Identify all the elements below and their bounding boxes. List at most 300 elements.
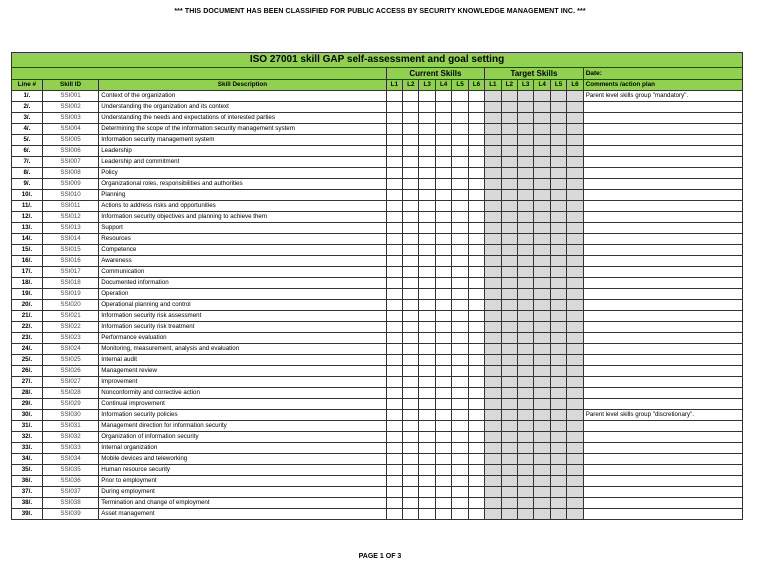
current-skill-level-cell[interactable] (468, 311, 484, 322)
target-skill-level-cell[interactable] (501, 377, 517, 388)
target-skill-level-cell[interactable] (518, 421, 534, 432)
current-skill-level-cell[interactable] (435, 388, 451, 399)
current-skill-level-cell[interactable] (452, 366, 468, 377)
target-skill-level-cell[interactable] (534, 267, 550, 278)
target-skill-level-cell[interactable] (501, 311, 517, 322)
current-skill-level-cell[interactable] (468, 476, 484, 487)
target-skill-level-cell[interactable] (534, 344, 550, 355)
current-skill-level-cell[interactable] (386, 234, 402, 245)
target-skill-level-cell[interactable] (550, 245, 566, 256)
comments-cell[interactable]: Parent level skills group "discretionary". (583, 410, 742, 421)
current-skill-level-cell[interactable] (468, 190, 484, 201)
current-skill-level-cell[interactable] (452, 113, 468, 124)
target-skill-level-cell[interactable] (567, 498, 583, 509)
target-skill-level-cell[interactable] (567, 267, 583, 278)
target-skill-level-cell[interactable] (534, 113, 550, 124)
current-skill-level-cell[interactable] (452, 245, 468, 256)
current-skill-level-cell[interactable] (386, 91, 402, 102)
comments-cell[interactable] (583, 223, 742, 234)
comments-cell[interactable] (583, 124, 742, 135)
current-skill-level-cell[interactable] (403, 388, 419, 399)
target-skill-level-cell[interactable] (567, 487, 583, 498)
current-skill-level-cell[interactable] (435, 256, 451, 267)
current-skill-level-cell[interactable] (403, 300, 419, 311)
target-skill-level-cell[interactable] (550, 278, 566, 289)
current-skill-level-cell[interactable] (468, 223, 484, 234)
current-skill-level-cell[interactable] (452, 168, 468, 179)
target-skill-level-cell[interactable] (518, 135, 534, 146)
current-skill-level-cell[interactable] (435, 344, 451, 355)
target-skill-level-cell[interactable] (534, 168, 550, 179)
current-skill-level-cell[interactable] (468, 366, 484, 377)
current-skill-level-cell[interactable] (386, 278, 402, 289)
current-skill-level-cell[interactable] (468, 443, 484, 454)
current-skill-level-cell[interactable] (435, 135, 451, 146)
target-skill-level-cell[interactable] (501, 300, 517, 311)
target-skill-level-cell[interactable] (567, 201, 583, 212)
current-skill-level-cell[interactable] (468, 278, 484, 289)
current-skill-level-cell[interactable] (419, 278, 435, 289)
comments-cell[interactable] (583, 509, 742, 520)
current-skill-level-cell[interactable] (386, 256, 402, 267)
comments-cell[interactable] (583, 377, 742, 388)
target-skill-level-cell[interactable] (501, 366, 517, 377)
current-skill-level-cell[interactable] (403, 91, 419, 102)
current-skill-level-cell[interactable] (403, 135, 419, 146)
current-skill-level-cell[interactable] (435, 102, 451, 113)
current-skill-level-cell[interactable] (419, 124, 435, 135)
current-skill-level-cell[interactable] (435, 91, 451, 102)
current-skill-level-cell[interactable] (468, 124, 484, 135)
comments-cell[interactable] (583, 476, 742, 487)
current-skill-level-cell[interactable] (403, 465, 419, 476)
target-skill-level-cell[interactable] (501, 443, 517, 454)
target-skill-level-cell[interactable] (550, 465, 566, 476)
current-skill-level-cell[interactable] (452, 509, 468, 520)
target-skill-level-cell[interactable] (567, 432, 583, 443)
current-skill-level-cell[interactable] (452, 311, 468, 322)
target-skill-level-cell[interactable] (550, 234, 566, 245)
target-skill-level-cell[interactable] (567, 245, 583, 256)
target-skill-level-cell[interactable] (501, 168, 517, 179)
current-skill-level-cell[interactable] (452, 179, 468, 190)
current-skill-level-cell[interactable] (419, 454, 435, 465)
target-skill-level-cell[interactable] (550, 421, 566, 432)
target-skill-level-cell[interactable] (501, 322, 517, 333)
current-skill-level-cell[interactable] (468, 212, 484, 223)
target-skill-level-cell[interactable] (567, 300, 583, 311)
current-skill-level-cell[interactable] (403, 432, 419, 443)
target-skill-level-cell[interactable] (567, 278, 583, 289)
current-skill-level-cell[interactable] (403, 190, 419, 201)
current-skill-level-cell[interactable] (452, 146, 468, 157)
target-skill-level-cell[interactable] (518, 487, 534, 498)
current-skill-level-cell[interactable] (468, 267, 484, 278)
target-skill-level-cell[interactable] (534, 476, 550, 487)
target-skill-level-cell[interactable] (485, 344, 501, 355)
current-skill-level-cell[interactable] (419, 234, 435, 245)
target-skill-level-cell[interactable] (534, 190, 550, 201)
current-skill-level-cell[interactable] (386, 454, 402, 465)
current-skill-level-cell[interactable] (452, 476, 468, 487)
target-skill-level-cell[interactable] (485, 454, 501, 465)
current-skill-level-cell[interactable] (403, 355, 419, 366)
current-skill-level-cell[interactable] (468, 201, 484, 212)
target-skill-level-cell[interactable] (485, 102, 501, 113)
current-skill-level-cell[interactable] (452, 234, 468, 245)
current-skill-level-cell[interactable] (468, 388, 484, 399)
target-skill-level-cell[interactable] (550, 168, 566, 179)
comments-cell[interactable] (583, 300, 742, 311)
target-skill-level-cell[interactable] (501, 190, 517, 201)
current-skill-level-cell[interactable] (468, 344, 484, 355)
current-skill-level-cell[interactable] (435, 157, 451, 168)
target-skill-level-cell[interactable] (485, 487, 501, 498)
current-skill-level-cell[interactable] (419, 91, 435, 102)
current-skill-level-cell[interactable] (435, 487, 451, 498)
current-skill-level-cell[interactable] (468, 113, 484, 124)
target-skill-level-cell[interactable] (485, 465, 501, 476)
target-skill-level-cell[interactable] (550, 355, 566, 366)
current-skill-level-cell[interactable] (419, 366, 435, 377)
current-skill-level-cell[interactable] (419, 289, 435, 300)
target-skill-level-cell[interactable] (567, 256, 583, 267)
current-skill-level-cell[interactable] (403, 212, 419, 223)
current-skill-level-cell[interactable] (435, 311, 451, 322)
current-skill-level-cell[interactable] (386, 135, 402, 146)
comments-cell[interactable] (583, 344, 742, 355)
target-skill-level-cell[interactable] (550, 322, 566, 333)
comments-cell[interactable] (583, 311, 742, 322)
comments-cell[interactable] (583, 432, 742, 443)
target-skill-level-cell[interactable] (550, 377, 566, 388)
target-skill-level-cell[interactable] (501, 102, 517, 113)
target-skill-level-cell[interactable] (518, 355, 534, 366)
current-skill-level-cell[interactable] (386, 201, 402, 212)
current-skill-level-cell[interactable] (419, 212, 435, 223)
comments-cell[interactable]: Parent level skills group "mandatory". (583, 91, 742, 102)
target-skill-level-cell[interactable] (567, 124, 583, 135)
current-skill-level-cell[interactable] (403, 267, 419, 278)
target-skill-level-cell[interactable] (501, 454, 517, 465)
target-skill-level-cell[interactable] (567, 113, 583, 124)
target-skill-level-cell[interactable] (518, 333, 534, 344)
target-skill-level-cell[interactable] (550, 487, 566, 498)
target-skill-level-cell[interactable] (518, 256, 534, 267)
target-skill-level-cell[interactable] (518, 399, 534, 410)
target-skill-level-cell[interactable] (550, 113, 566, 124)
target-skill-level-cell[interactable] (534, 201, 550, 212)
current-skill-level-cell[interactable] (386, 146, 402, 157)
comments-cell[interactable] (583, 168, 742, 179)
current-skill-level-cell[interactable] (386, 300, 402, 311)
target-skill-level-cell[interactable] (518, 388, 534, 399)
current-skill-level-cell[interactable] (386, 366, 402, 377)
current-skill-level-cell[interactable] (468, 256, 484, 267)
current-skill-level-cell[interactable] (468, 146, 484, 157)
current-skill-level-cell[interactable] (452, 201, 468, 212)
current-skill-level-cell[interactable] (419, 267, 435, 278)
current-skill-level-cell[interactable] (452, 124, 468, 135)
target-skill-level-cell[interactable] (518, 498, 534, 509)
target-skill-level-cell[interactable] (567, 388, 583, 399)
target-skill-level-cell[interactable] (534, 498, 550, 509)
current-skill-level-cell[interactable] (452, 399, 468, 410)
comments-cell[interactable] (583, 113, 742, 124)
current-skill-level-cell[interactable] (403, 168, 419, 179)
current-skill-level-cell[interactable] (386, 179, 402, 190)
target-skill-level-cell[interactable] (501, 344, 517, 355)
target-skill-level-cell[interactable] (501, 289, 517, 300)
target-skill-level-cell[interactable] (550, 124, 566, 135)
current-skill-level-cell[interactable] (452, 212, 468, 223)
target-skill-level-cell[interactable] (501, 267, 517, 278)
comments-cell[interactable] (583, 278, 742, 289)
target-skill-level-cell[interactable] (550, 432, 566, 443)
current-skill-level-cell[interactable] (435, 432, 451, 443)
target-skill-level-cell[interactable] (550, 190, 566, 201)
target-skill-level-cell[interactable] (550, 399, 566, 410)
current-skill-level-cell[interactable] (386, 355, 402, 366)
target-skill-level-cell[interactable] (534, 487, 550, 498)
current-skill-level-cell[interactable] (468, 498, 484, 509)
target-skill-level-cell[interactable] (518, 190, 534, 201)
current-skill-level-cell[interactable] (403, 410, 419, 421)
current-skill-level-cell[interactable] (403, 201, 419, 212)
current-skill-level-cell[interactable] (403, 443, 419, 454)
current-skill-level-cell[interactable] (452, 465, 468, 476)
target-skill-level-cell[interactable] (485, 245, 501, 256)
current-skill-level-cell[interactable] (468, 234, 484, 245)
current-skill-level-cell[interactable] (468, 179, 484, 190)
target-skill-level-cell[interactable] (518, 278, 534, 289)
target-skill-level-cell[interactable] (550, 256, 566, 267)
current-skill-level-cell[interactable] (403, 498, 419, 509)
target-skill-level-cell[interactable] (550, 498, 566, 509)
target-skill-level-cell[interactable] (567, 377, 583, 388)
target-skill-level-cell[interactable] (485, 311, 501, 322)
current-skill-level-cell[interactable] (403, 179, 419, 190)
target-skill-level-cell[interactable] (518, 223, 534, 234)
target-skill-level-cell[interactable] (534, 278, 550, 289)
target-skill-level-cell[interactable] (567, 212, 583, 223)
comments-cell[interactable] (583, 399, 742, 410)
target-skill-level-cell[interactable] (534, 377, 550, 388)
target-skill-level-cell[interactable] (485, 267, 501, 278)
target-skill-level-cell[interactable] (501, 212, 517, 223)
comments-cell[interactable] (583, 135, 742, 146)
target-skill-level-cell[interactable] (501, 245, 517, 256)
current-skill-level-cell[interactable] (435, 377, 451, 388)
current-skill-level-cell[interactable] (435, 399, 451, 410)
current-skill-level-cell[interactable] (386, 223, 402, 234)
current-skill-level-cell[interactable] (452, 355, 468, 366)
target-skill-level-cell[interactable] (501, 223, 517, 234)
current-skill-level-cell[interactable] (452, 300, 468, 311)
current-skill-level-cell[interactable] (452, 344, 468, 355)
current-skill-level-cell[interactable] (468, 432, 484, 443)
comments-cell[interactable] (583, 267, 742, 278)
current-skill-level-cell[interactable] (435, 278, 451, 289)
target-skill-level-cell[interactable] (534, 311, 550, 322)
target-skill-level-cell[interactable] (501, 91, 517, 102)
target-skill-level-cell[interactable] (534, 421, 550, 432)
target-skill-level-cell[interactable] (501, 157, 517, 168)
current-skill-level-cell[interactable] (419, 245, 435, 256)
target-skill-level-cell[interactable] (485, 201, 501, 212)
target-skill-level-cell[interactable] (485, 322, 501, 333)
current-skill-level-cell[interactable] (452, 102, 468, 113)
target-skill-level-cell[interactable] (550, 157, 566, 168)
target-skill-level-cell[interactable] (501, 146, 517, 157)
current-skill-level-cell[interactable] (419, 410, 435, 421)
current-skill-level-cell[interactable] (386, 245, 402, 256)
target-skill-level-cell[interactable] (485, 135, 501, 146)
current-skill-level-cell[interactable] (386, 498, 402, 509)
current-skill-level-cell[interactable] (452, 443, 468, 454)
current-skill-level-cell[interactable] (403, 421, 419, 432)
current-skill-level-cell[interactable] (403, 377, 419, 388)
target-skill-level-cell[interactable] (534, 443, 550, 454)
target-skill-level-cell[interactable] (550, 311, 566, 322)
current-skill-level-cell[interactable] (403, 366, 419, 377)
current-skill-level-cell[interactable] (468, 410, 484, 421)
current-skill-level-cell[interactable] (403, 256, 419, 267)
current-skill-level-cell[interactable] (468, 355, 484, 366)
current-skill-level-cell[interactable] (435, 267, 451, 278)
current-skill-level-cell[interactable] (435, 179, 451, 190)
target-skill-level-cell[interactable] (501, 432, 517, 443)
current-skill-level-cell[interactable] (386, 124, 402, 135)
current-skill-level-cell[interactable] (403, 102, 419, 113)
current-skill-level-cell[interactable] (452, 322, 468, 333)
target-skill-level-cell[interactable] (567, 234, 583, 245)
current-skill-level-cell[interactable] (435, 509, 451, 520)
target-skill-level-cell[interactable] (485, 146, 501, 157)
current-skill-level-cell[interactable] (452, 421, 468, 432)
comments-cell[interactable] (583, 498, 742, 509)
current-skill-level-cell[interactable] (419, 201, 435, 212)
target-skill-level-cell[interactable] (550, 300, 566, 311)
current-skill-level-cell[interactable] (386, 443, 402, 454)
target-skill-level-cell[interactable] (501, 278, 517, 289)
target-skill-level-cell[interactable] (485, 289, 501, 300)
current-skill-level-cell[interactable] (403, 289, 419, 300)
target-skill-level-cell[interactable] (485, 168, 501, 179)
current-skill-level-cell[interactable] (403, 344, 419, 355)
target-skill-level-cell[interactable] (518, 289, 534, 300)
current-skill-level-cell[interactable] (419, 300, 435, 311)
target-skill-level-cell[interactable] (485, 432, 501, 443)
target-skill-level-cell[interactable] (501, 410, 517, 421)
target-skill-level-cell[interactable] (485, 278, 501, 289)
target-skill-level-cell[interactable] (550, 201, 566, 212)
target-skill-level-cell[interactable] (518, 509, 534, 520)
target-skill-level-cell[interactable] (550, 366, 566, 377)
target-skill-level-cell[interactable] (550, 223, 566, 234)
current-skill-level-cell[interactable] (419, 465, 435, 476)
target-skill-level-cell[interactable] (534, 102, 550, 113)
comments-cell[interactable] (583, 388, 742, 399)
target-skill-level-cell[interactable] (534, 157, 550, 168)
target-skill-level-cell[interactable] (567, 454, 583, 465)
current-skill-level-cell[interactable] (452, 135, 468, 146)
current-skill-level-cell[interactable] (419, 344, 435, 355)
current-skill-level-cell[interactable] (468, 168, 484, 179)
current-skill-level-cell[interactable] (386, 212, 402, 223)
target-skill-level-cell[interactable] (485, 91, 501, 102)
current-skill-level-cell[interactable] (452, 333, 468, 344)
current-skill-level-cell[interactable] (435, 245, 451, 256)
current-skill-level-cell[interactable] (468, 157, 484, 168)
comments-cell[interactable] (583, 322, 742, 333)
target-skill-level-cell[interactable] (534, 509, 550, 520)
target-skill-level-cell[interactable] (485, 377, 501, 388)
target-skill-level-cell[interactable] (534, 399, 550, 410)
target-skill-level-cell[interactable] (518, 454, 534, 465)
target-skill-level-cell[interactable] (501, 355, 517, 366)
current-skill-level-cell[interactable] (419, 487, 435, 498)
target-skill-level-cell[interactable] (534, 432, 550, 443)
current-skill-level-cell[interactable] (419, 322, 435, 333)
current-skill-level-cell[interactable] (419, 146, 435, 157)
target-skill-level-cell[interactable] (567, 190, 583, 201)
target-skill-level-cell[interactable] (518, 300, 534, 311)
target-skill-level-cell[interactable] (567, 366, 583, 377)
target-skill-level-cell[interactable] (501, 333, 517, 344)
current-skill-level-cell[interactable] (435, 146, 451, 157)
target-skill-level-cell[interactable] (485, 498, 501, 509)
target-skill-level-cell[interactable] (518, 311, 534, 322)
target-skill-level-cell[interactable] (501, 399, 517, 410)
target-skill-level-cell[interactable] (485, 388, 501, 399)
target-skill-level-cell[interactable] (550, 146, 566, 157)
current-skill-level-cell[interactable] (419, 498, 435, 509)
current-skill-level-cell[interactable] (452, 190, 468, 201)
target-skill-level-cell[interactable] (501, 509, 517, 520)
target-skill-level-cell[interactable] (518, 366, 534, 377)
current-skill-level-cell[interactable] (403, 157, 419, 168)
current-skill-level-cell[interactable] (386, 311, 402, 322)
current-skill-level-cell[interactable] (386, 432, 402, 443)
target-skill-level-cell[interactable] (534, 234, 550, 245)
current-skill-level-cell[interactable] (452, 377, 468, 388)
target-skill-level-cell[interactable] (485, 124, 501, 135)
current-skill-level-cell[interactable] (403, 476, 419, 487)
target-skill-level-cell[interactable] (550, 388, 566, 399)
current-skill-level-cell[interactable] (468, 91, 484, 102)
current-skill-level-cell[interactable] (403, 311, 419, 322)
target-skill-level-cell[interactable] (501, 113, 517, 124)
target-skill-level-cell[interactable] (485, 256, 501, 267)
current-skill-level-cell[interactable] (452, 91, 468, 102)
current-skill-level-cell[interactable] (435, 190, 451, 201)
target-skill-level-cell[interactable] (550, 454, 566, 465)
target-skill-level-cell[interactable] (550, 212, 566, 223)
target-skill-level-cell[interactable] (567, 157, 583, 168)
current-skill-level-cell[interactable] (435, 410, 451, 421)
comments-cell[interactable] (583, 333, 742, 344)
target-skill-level-cell[interactable] (518, 245, 534, 256)
current-skill-level-cell[interactable] (468, 102, 484, 113)
target-skill-level-cell[interactable] (567, 410, 583, 421)
target-skill-level-cell[interactable] (501, 124, 517, 135)
current-skill-level-cell[interactable] (452, 256, 468, 267)
current-skill-level-cell[interactable] (435, 289, 451, 300)
current-skill-level-cell[interactable] (452, 498, 468, 509)
current-skill-level-cell[interactable] (452, 487, 468, 498)
current-skill-level-cell[interactable] (419, 432, 435, 443)
